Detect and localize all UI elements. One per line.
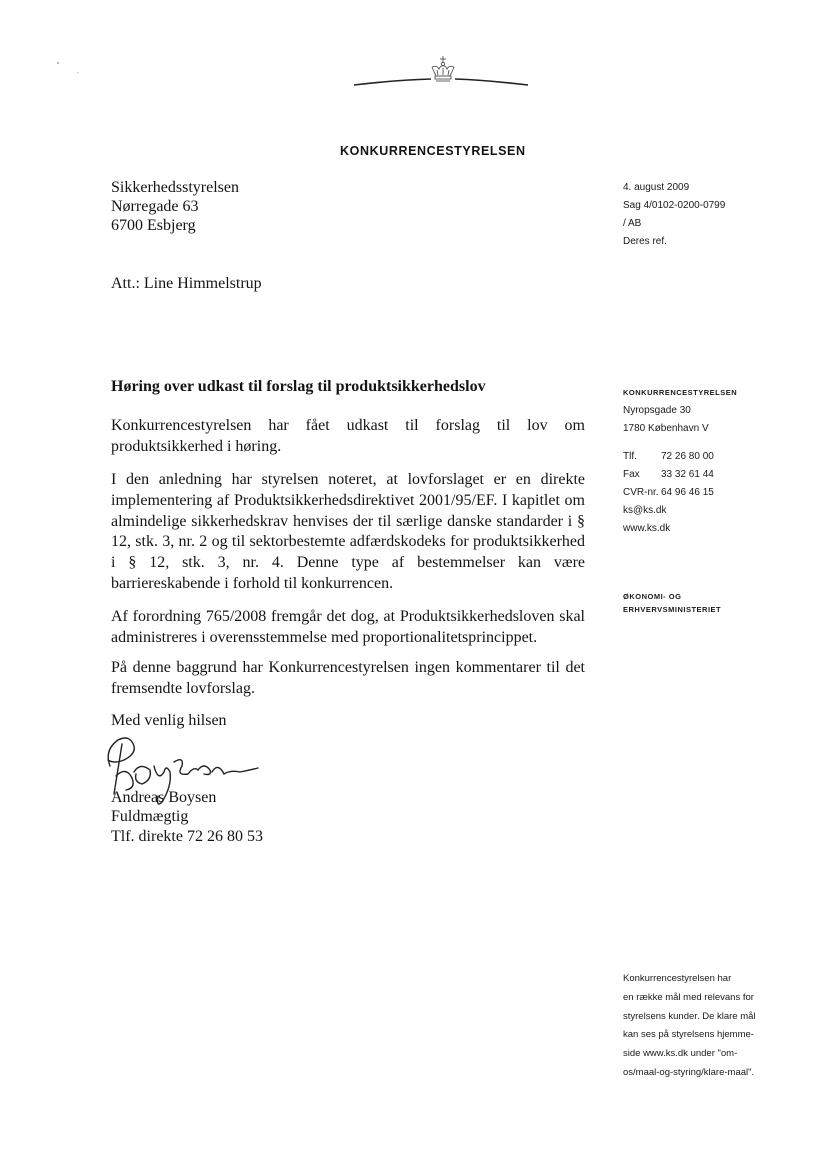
footer-note-line: styrelsens kunder. De klare mål bbox=[623, 1010, 756, 1022]
your-reference: Deres ref. bbox=[623, 236, 667, 247]
sender-city: 1780 København V bbox=[623, 423, 709, 434]
footer-note-line: os/maal-og-styring/klare-maal". bbox=[623, 1066, 755, 1078]
body-paragraph-3: Af forordning 765/2008 fremgår det dog, at Produktsikkerhedsloven skal administreres i overensstemmelse med proportionalitetsprincippet. bbox=[111, 608, 585, 646]
recipient-line-3: 6700 Esbjerg bbox=[111, 217, 196, 234]
fax-value: 33 32 61 44 bbox=[661, 469, 714, 480]
phone-value: 72 26 80 00 bbox=[661, 451, 714, 462]
sender-phone-row bbox=[623, 448, 737, 466]
letter-subject: Høring over udkast til forslag til produktsikkerhedslov bbox=[111, 378, 486, 395]
fax-label: Fax bbox=[623, 469, 640, 480]
signer-phone: Tlf. direkte 72 26 80 53 bbox=[111, 828, 263, 845]
footer-note-line: Konkurrencestyrelsen har bbox=[623, 973, 732, 984]
phone-label: Tlf. bbox=[623, 451, 637, 462]
signer-title: Fuldmægtig bbox=[111, 808, 189, 825]
ministry-block bbox=[623, 590, 721, 616]
cvr-value: 64 96 46 15 bbox=[661, 487, 714, 498]
body-paragraph-2: I den anledning har styrelsen noteret, at lovforslaget er en direkte implementering af Produktsikkerhedsdirektivet 2001/95/EF. I kapitlet om almindelige sikkerhedskrav henvises der til særlige danske standarder i § 12, stk. 3, nr. 2 og til sektorbestemte adfærdskodeks for produktsikkerhed i § 12, stk. 3, nr. 4. Denne type af bestemmelser kan være barriereskabende i forhold til konkurrencen. bbox=[111, 471, 585, 592]
scan-specks bbox=[55, 58, 85, 78]
ministry-line-2: ERHVERVSMINISTERIET bbox=[623, 605, 722, 614]
sender-email: ks@ks.dk bbox=[623, 505, 667, 516]
letter-meta bbox=[623, 179, 725, 251]
sender-name: KONKURRENCESTYRELSEN bbox=[623, 388, 738, 397]
footer-note bbox=[623, 970, 783, 1083]
footer-note-line: kan ses på styrelsens hjemme- bbox=[623, 1029, 754, 1041]
body-paragraph-1: Konkurrencestyrelsen har fået udkast til forslag til lov om produktsikkerhed i høring. bbox=[111, 417, 585, 455]
sender-fax-row bbox=[623, 466, 737, 484]
crown-icon bbox=[336, 52, 546, 112]
sender-cvr-row bbox=[623, 484, 737, 502]
signer-name: Andreas Boysen bbox=[111, 789, 217, 806]
case-number: Sag 4/0102-0200-0799 bbox=[623, 200, 726, 211]
case-initials: / AB bbox=[623, 218, 642, 229]
closing-line: Med venlig hilsen bbox=[111, 712, 227, 729]
ministry-line-1: ØKONOMI- OG bbox=[623, 592, 682, 601]
letter-date: 4. august 2009 bbox=[623, 182, 690, 193]
footer-note-line: en række mål med relevans for bbox=[623, 991, 754, 1003]
recipient-line-2: Nørregade 63 bbox=[111, 198, 199, 215]
sender-website: www.ks.dk bbox=[623, 523, 671, 534]
crown-logo bbox=[336, 52, 546, 158]
sender-street: Nyropsgade 30 bbox=[623, 405, 691, 416]
body-paragraph-4: På denne baggrund har Konkurrencestyrelsen ingen kommentarer til det fremsendte lovforslag. bbox=[111, 659, 585, 697]
logo-wordmark: KONKURRENCESTYRELSEN bbox=[340, 144, 526, 158]
attention-line: Att.: Line Himmelstrup bbox=[111, 275, 262, 292]
sender-block bbox=[623, 384, 737, 538]
cvr-label: CVR-nr. bbox=[623, 487, 659, 498]
recipient-line-1: Sikkerhedsstyrelsen bbox=[111, 179, 239, 196]
footer-note-line: side www.ks.dk under "om- bbox=[623, 1048, 738, 1060]
